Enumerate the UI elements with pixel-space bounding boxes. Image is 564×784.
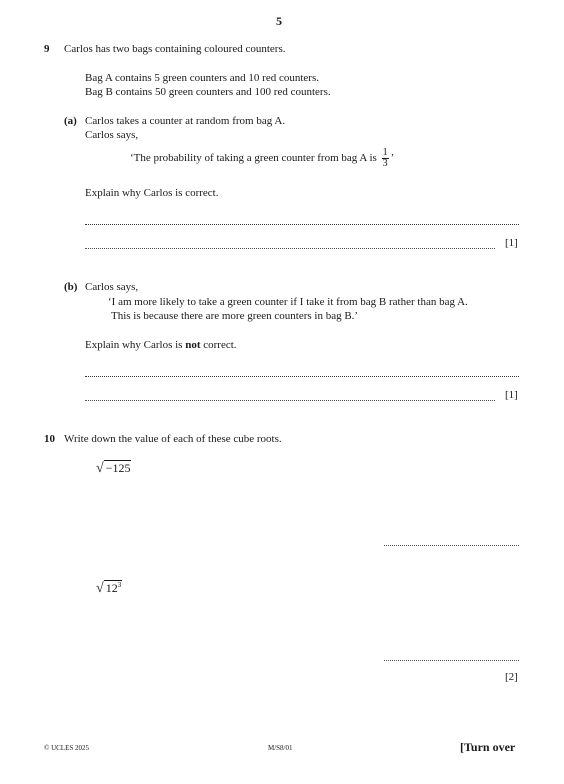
cube-root-2 [96, 578, 122, 596]
part-a-line2: Carlos says, [85, 129, 139, 141]
question-number: 9 [44, 43, 50, 55]
question-number: 10 [44, 433, 55, 445]
answer-line[interactable] [384, 545, 519, 546]
paper-code: M/S8/01 [268, 744, 293, 752]
root-symbol: √ [96, 581, 104, 596]
marks-indicator: [1] [505, 389, 518, 401]
explain-post: correct. [203, 339, 237, 351]
part-a-line1: Carlos takes a counter at random from bag A. [85, 115, 286, 127]
explain-pre: Explain why Carlos is [85, 339, 183, 351]
radicand [104, 580, 123, 595]
cube-root-1 [96, 461, 131, 476]
part-b-quote1: ‘I am more likely to take a green counter if I take it from bag B rather than bag A. [108, 296, 468, 308]
radicand-base: 12 [105, 581, 118, 595]
part-a-label: (a) [64, 115, 77, 127]
answer-line[interactable] [85, 248, 495, 249]
answer-line[interactable] [85, 400, 495, 401]
part-b-explain [85, 339, 237, 351]
part-b-quote2: This is because there are more green counters in bag B.’ [111, 310, 359, 322]
part-a-quote [130, 148, 394, 169]
radicand-exponent: 3 [117, 581, 122, 589]
turn-over: [Turn over [460, 740, 516, 754]
answer-line[interactable] [384, 660, 519, 661]
question-intro: Carlos has two bags containing coloured counters. [64, 43, 286, 55]
fraction [382, 148, 389, 169]
root-symbol: √ [96, 461, 104, 476]
copyright: © UCLES 2025 [44, 744, 89, 752]
bag-a-text: Bag A contains 5 green counters and 10 red counters. [85, 72, 319, 84]
explain-bold: not [185, 339, 201, 351]
quote-text: ‘The probability of taking a green counter from bag A is [130, 152, 377, 165]
marks-indicator: [2] [505, 671, 518, 683]
answer-line[interactable] [85, 224, 519, 225]
part-b-label: (b) [64, 281, 78, 293]
part-b-line1: Carlos says, [85, 281, 139, 293]
question-intro: Write down the value of each of these cube roots. [64, 433, 282, 445]
fraction-denominator: 3 [382, 158, 388, 169]
radicand: −125 [105, 461, 131, 475]
quote-close: ’ [390, 152, 395, 165]
marks-indicator: [1] [505, 237, 518, 249]
bag-b-text: Bag B contains 50 green counters and 100 red counters. [85, 86, 331, 98]
part-a-explain: Explain why Carlos is correct. [85, 187, 219, 199]
page-number: 5 [276, 14, 282, 28]
fraction-numerator: 1 [382, 147, 388, 158]
answer-line[interactable] [85, 376, 519, 377]
